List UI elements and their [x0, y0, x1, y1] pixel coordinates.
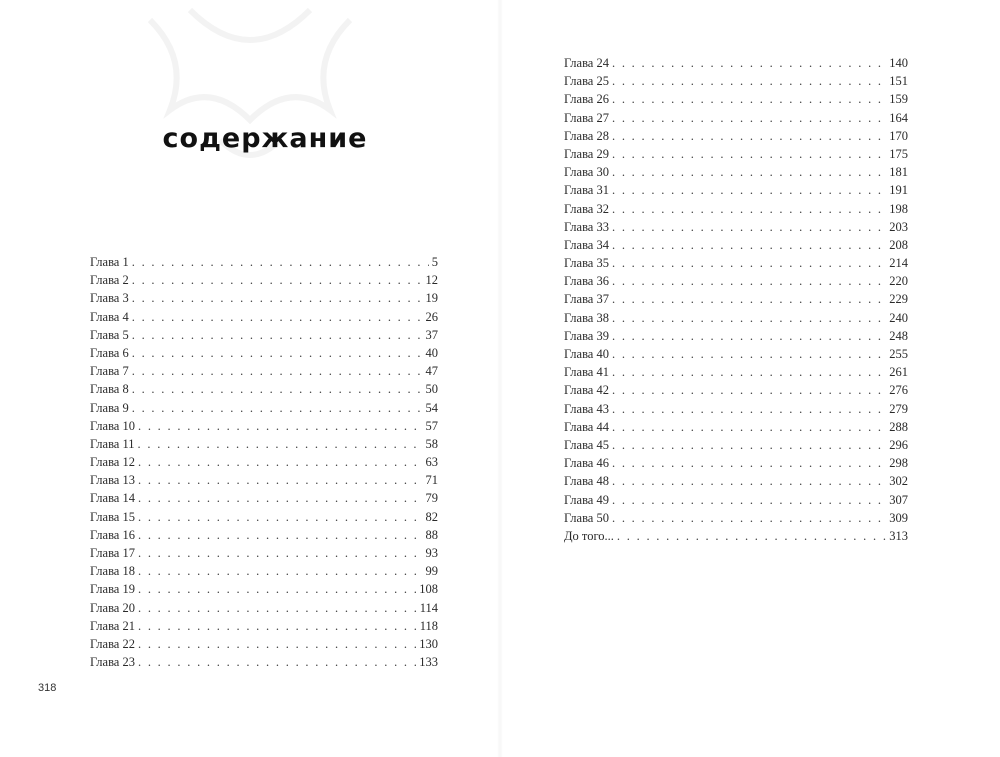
toc-entry-label: Глава 40: [564, 347, 609, 361]
toc-entry: [90, 580, 438, 598]
toc-entry-label: Глава 20: [90, 600, 135, 615]
toc-dot-leader: [132, 399, 423, 417]
toc-entry-page: 133: [419, 655, 438, 670]
toc-entry-label: Глава 38: [564, 310, 609, 325]
toc-entry-page: 58: [425, 436, 438, 451]
toc-entry-page: 229: [889, 292, 908, 307]
toc-entry-label: Глава 36: [564, 274, 609, 289]
toc-dot-leader: [138, 653, 416, 671]
toc-entry-page: 214: [889, 256, 908, 271]
toc-entry-page: 57: [425, 418, 438, 433]
toc-entry: [90, 417, 438, 435]
toc-entry-label: Глава 11: [90, 436, 135, 451]
toc-entry-label: Глава 3: [90, 291, 129, 306]
toc-entry: [564, 491, 908, 509]
toc-dot-leader: [612, 491, 886, 509]
toc-dot-leader: [612, 272, 886, 290]
contents-heading: [160, 118, 370, 158]
toc-dot-leader: [612, 454, 886, 472]
toc-entry: [90, 562, 438, 580]
toc-entry-page: 118: [419, 618, 438, 633]
toc-entry-label: Глава 5: [90, 327, 129, 342]
toc-dot-leader: [132, 362, 423, 380]
toc-dot-leader: [132, 326, 423, 344]
toc-dot-leader: [612, 436, 886, 454]
toc-entry-page: 309: [889, 510, 908, 525]
toc-entry: [90, 380, 438, 398]
toc-dot-leader: [612, 200, 886, 218]
toc-entry: [90, 471, 438, 489]
toc-entry-page: 12: [425, 273, 438, 288]
toc-entry: [90, 326, 438, 344]
toc-entry-label: Глава 50: [564, 510, 609, 525]
toc-entry-page: 170: [889, 128, 908, 143]
toc-dot-leader: [138, 617, 417, 635]
toc-dot-leader: [612, 90, 886, 108]
toc-entry-page: 279: [889, 401, 908, 416]
toc-entry-page: 93: [425, 546, 438, 560]
toc-entry-label: Глава 48: [564, 474, 609, 489]
toc-dot-leader: [132, 253, 429, 271]
toc-entry-page: 288: [889, 419, 908, 434]
toc-entry-page: 5: [431, 255, 438, 269]
toc-entry-label: Глава 23: [90, 655, 135, 670]
toc-entry: [564, 54, 908, 72]
toc-entry-page: 302: [889, 474, 908, 489]
toc-entry: [90, 635, 438, 653]
toc-entry-page: 208: [889, 237, 908, 252]
toc-dot-leader: [612, 509, 886, 527]
toc-entry-page: 240: [889, 310, 908, 325]
toc-entry-page: 108: [419, 582, 438, 597]
toc-entry-label: Глава 1: [90, 255, 129, 269]
toc-entry-page: 26: [425, 309, 438, 324]
toc-entry: [564, 109, 908, 127]
toc-dot-leader: [132, 308, 423, 326]
toc-entry: [564, 163, 908, 181]
toc-dot-leader: [612, 400, 886, 418]
toc-dot-leader: [138, 417, 423, 435]
toc-entry: [90, 526, 438, 544]
toc-entry: [90, 653, 438, 671]
toc-dot-leader: [612, 218, 886, 236]
toc-entry-page: 19: [425, 291, 438, 306]
toc-entry-label: Глава 13: [90, 473, 135, 488]
toc-entry-label: Глава 28: [564, 128, 609, 143]
toc-entry-page: 276: [889, 383, 908, 398]
toc-entry: [90, 599, 438, 617]
toc-entry: [90, 544, 438, 562]
toc-dot-leader: [612, 163, 886, 181]
toc-entry-label: Глава 4: [90, 309, 129, 324]
toc-entry-label: Глава 10: [90, 418, 135, 433]
toc-dot-leader: [612, 327, 886, 345]
toc-dot-leader: [612, 72, 886, 90]
toc-dot-leader: [612, 290, 886, 308]
toc-entry-page: 248: [889, 328, 908, 343]
toc-entry: [564, 527, 908, 545]
toc-dot-leader: [612, 145, 886, 163]
toc-entry: [564, 145, 908, 163]
toc-entry-page: 50: [425, 382, 438, 397]
toc-entry-page: 47: [425, 364, 438, 379]
toc-entry-label: Глава 2: [90, 273, 129, 288]
toc-dot-leader: [612, 309, 886, 327]
toc-dot-leader: [612, 109, 886, 127]
toc-entry-label: Глава 33: [564, 219, 609, 234]
toc-entry-page: 88: [425, 527, 438, 542]
toc-entry-page: 175: [889, 146, 908, 161]
toc-entry-label: Глава 37: [564, 292, 609, 307]
toc-entry: [564, 363, 908, 381]
toc-list-left: [90, 253, 438, 671]
toc-entry: [90, 308, 438, 326]
toc-entry-label: Глава 8: [90, 382, 129, 397]
toc-entry-page: 164: [889, 110, 908, 125]
toc-dot-leader: [138, 471, 423, 489]
toc-entry: [90, 508, 438, 526]
toc-entry-label: Глава 39: [564, 328, 609, 343]
toc-entry: [564, 472, 908, 490]
toc-entry: [564, 200, 908, 218]
toc-entry-page: 82: [425, 509, 438, 524]
toc-entry: [564, 345, 908, 363]
toc-entry-label: Глава 49: [564, 492, 609, 507]
toc-dot-leader: [138, 599, 417, 617]
toc-entry: [564, 381, 908, 399]
toc-entry-label: Глава 34: [564, 237, 609, 252]
toc-entry-page: 40: [425, 345, 438, 360]
toc-entry: [90, 344, 438, 362]
toc-entry-page: 151: [889, 74, 908, 89]
toc-entry: [564, 327, 908, 345]
toc-entry-label: Глава 7: [90, 364, 129, 379]
toc-entry: [564, 290, 908, 308]
toc-entry: [564, 218, 908, 236]
toc-entry-page: 255: [889, 347, 908, 361]
toc-entry: [90, 489, 438, 507]
toc-dot-leader: [138, 526, 423, 544]
toc-dot-leader: [612, 345, 886, 363]
toc-entry-label: Глава 46: [564, 456, 609, 471]
toc-dot-leader: [612, 472, 886, 490]
toc-entry-label: Глава 12: [90, 455, 135, 470]
toc-dot-leader: [138, 544, 423, 562]
toc-entry-page: 63: [425, 455, 438, 470]
toc-entry: [90, 435, 438, 453]
toc-dot-leader: [612, 254, 886, 272]
toc-entry-page: 181: [889, 165, 908, 180]
toc-entry-label: Глава 19: [90, 582, 135, 597]
toc-entry: [564, 272, 908, 290]
page-number: 318: [38, 682, 57, 694]
toc-dot-leader: [138, 562, 423, 580]
toc-entry-page: 54: [425, 400, 438, 415]
toc-dot-leader: [612, 54, 886, 72]
toc-dot-leader: [612, 127, 886, 145]
toc-entry-label: Глава 41: [564, 365, 609, 380]
toc-dot-leader: [612, 363, 886, 381]
toc-entry: [90, 271, 438, 289]
toc-dot-leader: [132, 344, 423, 362]
toc-entry: [564, 181, 908, 199]
toc-entry: [90, 617, 438, 635]
toc-entry: [564, 400, 908, 418]
toc-dot-leader: [612, 236, 886, 254]
toc-entry-page: 198: [889, 201, 908, 216]
toc-entry-label: Глава 24: [564, 56, 609, 70]
toc-entry-label: Глава 30: [564, 165, 609, 180]
toc-entry-label: Глава 42: [564, 383, 609, 398]
toc-entry-page: 220: [889, 274, 908, 289]
toc-entry: [90, 253, 438, 271]
toc-entry: [90, 453, 438, 471]
toc-dot-leader: [138, 635, 416, 653]
contents-title: содержание: [162, 122, 368, 154]
toc-dot-leader: [138, 580, 416, 598]
toc-entry-page: 37: [425, 327, 438, 342]
toc-entry-label: Глава 21: [90, 618, 135, 633]
toc-entry: [564, 509, 908, 527]
toc-entry-label: Глава 25: [564, 74, 609, 89]
toc-entry-label: Глава 27: [564, 110, 609, 125]
toc-entry-label: Глава 29: [564, 146, 609, 161]
toc-entry: [564, 236, 908, 254]
toc-entry-page: 313: [889, 528, 908, 543]
toc-dot-leader: [612, 381, 886, 399]
toc-entry: [90, 289, 438, 307]
toc-dot-leader: [612, 181, 886, 199]
toc-entry-label: Глава 14: [90, 491, 135, 506]
toc-dot-leader: [617, 527, 886, 545]
toc-entry: [564, 309, 908, 327]
toc-entry-page: 130: [419, 636, 438, 651]
toc-entry-page: 140: [889, 56, 908, 70]
toc-entry-page: 203: [889, 219, 908, 234]
toc-dot-leader: [132, 271, 423, 289]
toc-entry-page: 99: [425, 564, 438, 579]
toc-entry-label: Глава 35: [564, 256, 609, 271]
toc-entry-label: Глава 43: [564, 401, 609, 416]
toc-entry-page: 114: [419, 600, 438, 615]
toc-entry: [564, 418, 908, 436]
toc-entry: [564, 127, 908, 145]
toc-entry-page: 298: [889, 456, 908, 471]
toc-entry: [564, 254, 908, 272]
toc-entry-label: Глава 17: [90, 546, 135, 560]
toc-entry-page: 71: [425, 473, 438, 488]
toc-entry-page: 159: [889, 92, 908, 107]
toc-list-right: [564, 54, 908, 545]
faint-ornament-watermark: [130, 0, 370, 200]
toc-dot-leader: [138, 453, 423, 471]
toc-entry-label: Глава 44: [564, 419, 609, 434]
toc-entry-label: Глава 45: [564, 437, 609, 452]
toc-entry-label: Глава 15: [90, 509, 135, 524]
toc-entry-page: 191: [889, 183, 908, 198]
toc-dot-leader: [138, 489, 423, 507]
toc-entry-label: Глава 31: [564, 183, 609, 198]
toc-entry-label: Глава 9: [90, 400, 129, 415]
toc-dot-leader: [132, 380, 423, 398]
toc-entry: [564, 436, 908, 454]
toc-entry: [90, 362, 438, 380]
toc-entry: [90, 399, 438, 417]
toc-dot-leader: [132, 289, 423, 307]
toc-entry-label: Глава 22: [90, 636, 135, 651]
toc-entry-label: Глава 16: [90, 527, 135, 542]
toc-entry-page: 307: [889, 492, 908, 507]
toc-entry-label: До того...: [564, 528, 614, 543]
toc-entry-page: 261: [889, 365, 908, 380]
toc-entry-label: Глава 32: [564, 201, 609, 216]
toc-entry-page: 79: [425, 491, 438, 506]
toc-entry-label: Глава 26: [564, 92, 609, 107]
toc-dot-leader: [612, 418, 886, 436]
toc-entry-label: Глава 18: [90, 564, 135, 579]
toc-entry-label: Глава 6: [90, 345, 129, 360]
toc-entry-page: 296: [889, 437, 908, 452]
toc-entry: [564, 72, 908, 90]
toc-dot-leader: [138, 508, 423, 526]
toc-entry: [564, 454, 908, 472]
right-page: [500, 0, 1000, 757]
toc-entry: [564, 90, 908, 108]
toc-dot-leader: [138, 435, 423, 453]
